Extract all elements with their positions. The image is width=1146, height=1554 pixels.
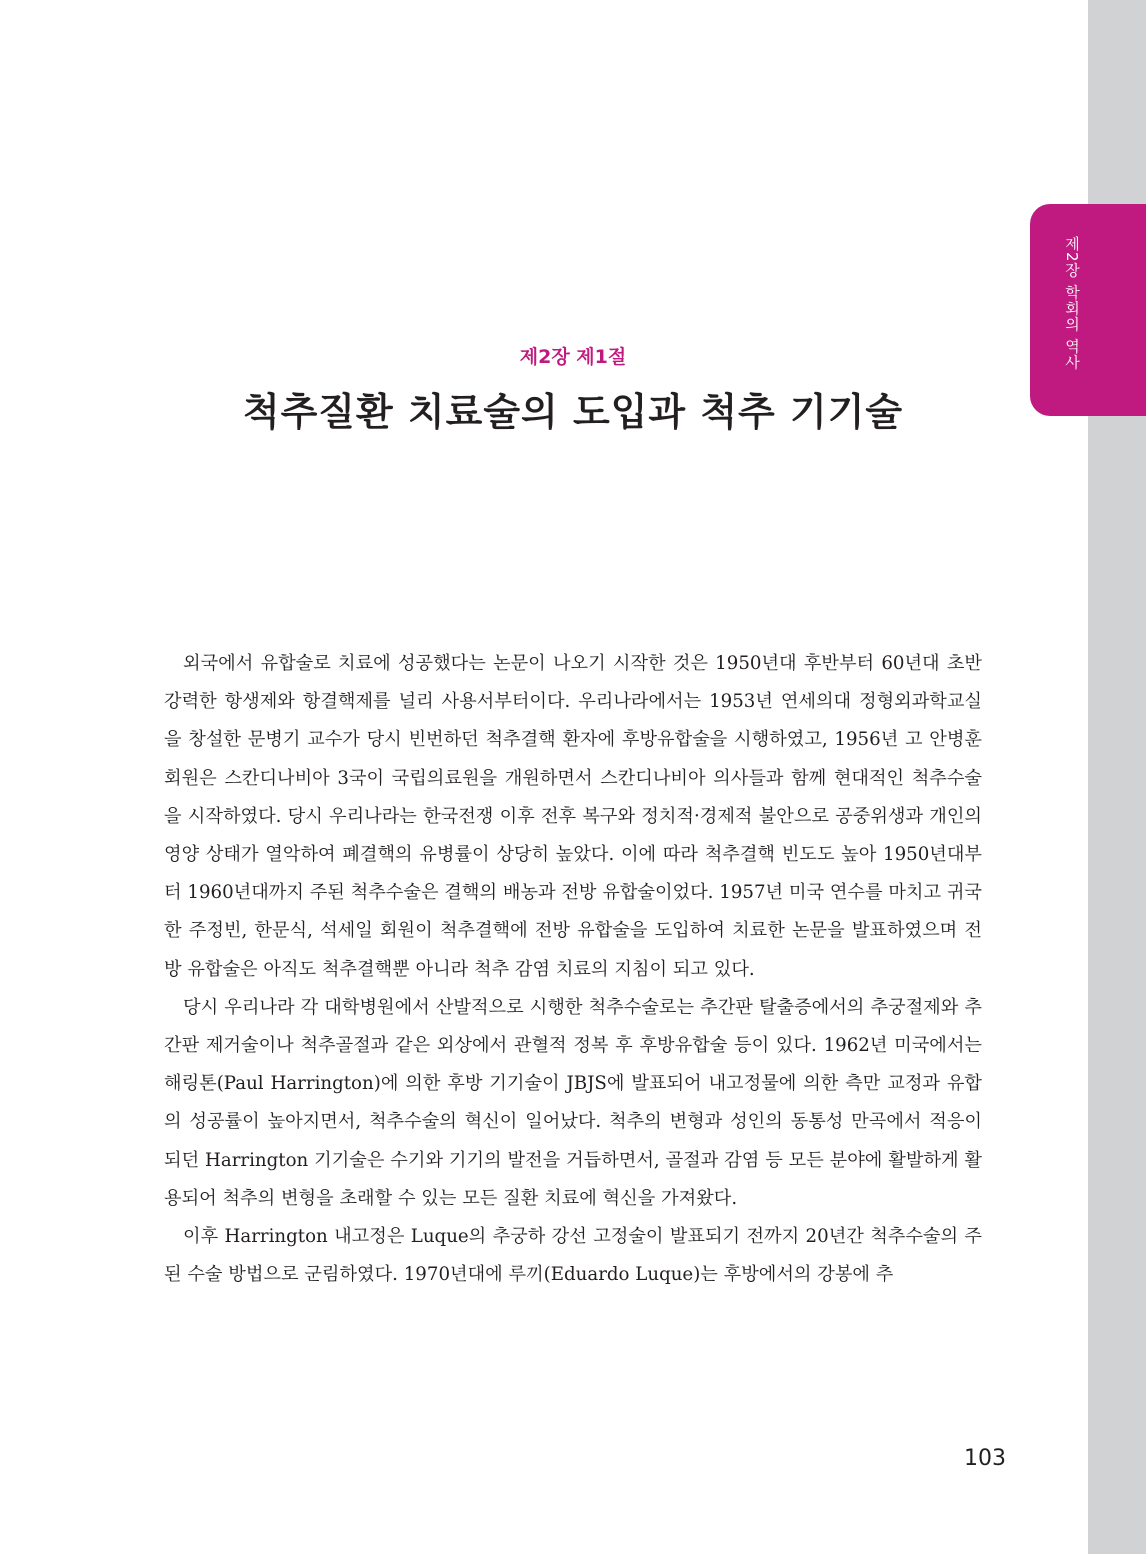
body-paragraph: 이후 Harrington 내고정은 Luque의 추궁하 강선 고정술이 발표되기 전까지 20년간 척추수술의 주된 수술 방법으로 군림하였다. 1970년대에 루끼(Eduardo Luque)는 후방에서의 강봉에 추: [164, 1226, 982, 1286]
chapter-tab-label: 제2장 학회의 역사: [1063, 236, 1081, 371]
section-kicker: 제2장 제1절: [519, 346, 627, 368]
page-number: 103: [964, 1446, 1006, 1471]
body-paragraph: 당시 우리나라 각 대학병원에서 산발적으로 시행한 척추수술로는 추간판 탈출증에서의 추궁절제와 추간판 제거술이나 척추골절과 같은 외상에서 관혈적 정복 후 후방유합술 등이 있다. 1962년 미국에서는 해링톤(Paul Harrington)에 의한 후방 기기술이 JBJS에 발표되어 내고정물에 의한 측만 교정과 유합의 성공률이 높아지면서, 척추수술의 혁신이 일어났다. 척추의 변형과 성인의 동통성 만곡에서 적응이 되던 Harrington 기기술은 수기와 기기의 발전을 거듭하면서, 골절과 감염 등 모든 분야에 활발하게 활용되어 척추의 변형을 초래할 수 있는 모든 질환 치료에 혁신을 가져왔다.: [164, 996, 982, 1209]
body-paragraph: 외국에서 유합술로 치료에 성공했다는 논문이 나오기 시작한 것은 1950년대 후반부터 60년대 초반 강력한 항생제와 항결핵제를 널리 사용서부터이다. 우리나라에서는 1953년 연세의대 정형외과학교실을 창설한 문병기 교수가 당시 빈번하던 척추결핵 환자에 후방유합술을 시행하였고, 1956년 고 안병훈 회원은 스칸디나비아 3국이 국립의료원을 개원하면서 스칸디나비아 의사들과 함께 현대적인 척추수술을 시작하였다. 당시 우리나라는 한국전쟁 이후 전후 복구와 정치적·경제적 불안으로 공중위생과 개인의 영양 상태가 열악하여 폐결핵의 유병률이 상당히 높았다. 이에 따라 척추결핵 빈도도 높아 1950년대부터 1960년대까지 주된 척추수술은 결핵의 배농과 전방 유합술이었다. 1957년 미국 연수를 마치고 귀국한 주정빈, 한문식, 석세일 회원이 척추결핵에 전방 유합술을 도입하여 치료한 논문을 발표하였으며 전방 유합술은 아직도 척추결핵뿐 아니라 척추 감염 치료의 지침이 되고 있다.: [164, 653, 982, 980]
body-text: [164, 645, 982, 1294]
page-title: 척추질환 치료술의 도입과 척추 기기술: [242, 390, 904, 434]
